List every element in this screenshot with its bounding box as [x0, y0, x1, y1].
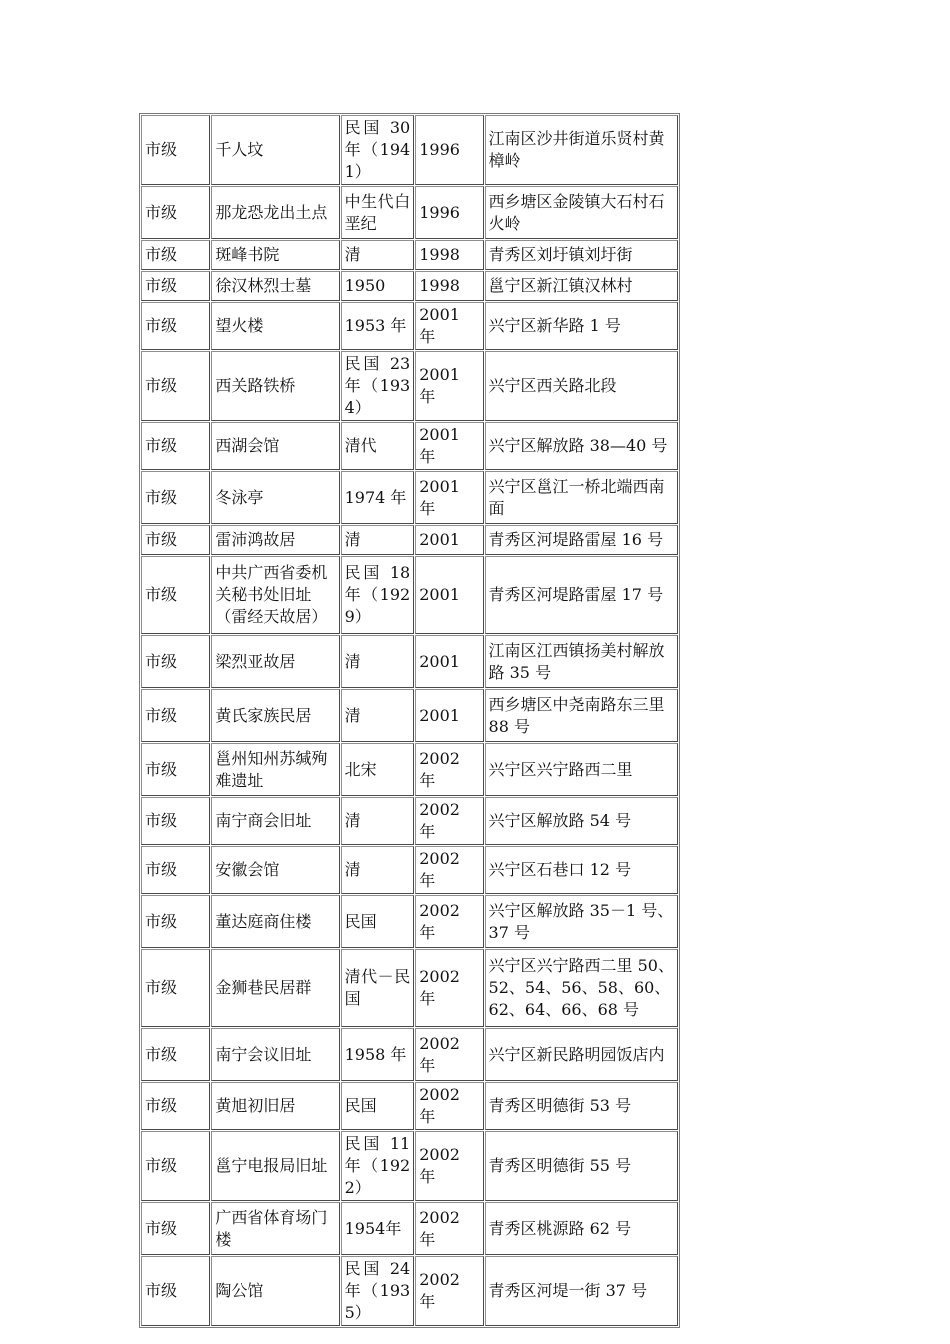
table-row: [141, 689, 678, 742]
site-name-cell: 徐汉林烈士墓: [211, 271, 339, 301]
listed-year-cell: 2002 年: [415, 1131, 483, 1201]
address-cell: 兴宁区解放路 38—40 号: [485, 422, 678, 470]
listed-year-cell: 2002 年: [415, 895, 483, 948]
table-row: [141, 895, 678, 948]
table-row: [141, 1131, 678, 1201]
address-cell: 青秀区明德街 55 号: [485, 1131, 678, 1201]
period-cell: 1950: [341, 271, 415, 301]
protection-level-cell: 市级: [141, 635, 210, 688]
protection-level-cell: 市级: [141, 115, 210, 185]
period-cell: 民国 30 年（1941）: [341, 115, 415, 185]
period-cell: 清: [341, 635, 415, 688]
listed-year-cell: 2001 年: [415, 471, 483, 524]
period-cell: 清代－民国: [341, 949, 415, 1027]
period-cell: 1958 年: [341, 1028, 415, 1081]
table-row: [141, 240, 678, 270]
address-cell: 西乡塘区金陵镇大石村石火岭: [485, 186, 678, 239]
table-row: [141, 471, 678, 524]
listed-year-cell: 2002 年: [415, 1028, 483, 1081]
table-row: [141, 1082, 678, 1130]
site-name-cell: 黄旭初旧居: [211, 1082, 339, 1130]
table-row: [141, 635, 678, 688]
period-cell: 清代: [341, 422, 415, 470]
protection-level-cell: 市级: [141, 797, 210, 845]
period-cell: 1953 年: [341, 302, 415, 350]
listed-year-cell: 2001 年: [415, 422, 483, 470]
table-row: [141, 302, 678, 350]
protection-level-cell: 市级: [141, 471, 210, 524]
address-cell: 兴宁区兴宁路西二里 50、52、54、56、58、60、62、64、66、68 号: [485, 949, 678, 1027]
listed-year-cell: 2001 年: [415, 302, 483, 350]
period-cell: 1974 年: [341, 471, 415, 524]
address-cell: 青秀区明德街 53 号: [485, 1082, 678, 1130]
protection-level-cell: 市级: [141, 1082, 210, 1130]
address-cell: 兴宁区解放路 35－1 号、37 号: [485, 895, 678, 948]
site-name-cell: 安徽会馆: [211, 846, 339, 894]
period-cell: 中生代白垩纪: [341, 186, 415, 239]
listed-year-cell: 2002 年: [415, 1256, 483, 1326]
site-name-cell: 南宁会议旧址: [211, 1028, 339, 1081]
table-row: [141, 797, 678, 845]
site-name-cell: 陶公馆: [211, 1256, 339, 1326]
address-cell: 青秀区桃源路 62 号: [485, 1202, 678, 1255]
address-cell: 青秀区河堤路雷屋 16 号: [485, 525, 678, 555]
table-row: [141, 743, 678, 796]
site-name-cell: 冬泳亭: [211, 471, 339, 524]
protection-level-cell: 市级: [141, 271, 210, 301]
period-cell: 民国: [341, 1082, 415, 1130]
table-row: [141, 1256, 678, 1326]
protection-level-cell: 市级: [141, 1202, 210, 1255]
period-cell: 1954年: [341, 1202, 415, 1255]
site-name-cell: 黄氏家族民居: [211, 689, 339, 742]
address-cell: 兴宁区西关路北段: [485, 351, 678, 421]
site-name-cell: 邕州知州苏缄殉难遗址: [211, 743, 339, 796]
listed-year-cell: 2002 年: [415, 1202, 483, 1255]
protection-level-cell: 市级: [141, 1028, 210, 1081]
protection-level-cell: 市级: [141, 302, 210, 350]
listed-year-cell: 2001: [415, 635, 483, 688]
address-cell: 西乡塘区中尧南路东三里 88 号: [485, 689, 678, 742]
protection-level-cell: 市级: [141, 186, 210, 239]
address-cell: 兴宁区石巷口 12 号: [485, 846, 678, 894]
protection-level-cell: 市级: [141, 895, 210, 948]
address-cell: 兴宁区解放路 54 号: [485, 797, 678, 845]
listed-year-cell: 2002 年: [415, 1082, 483, 1130]
address-cell: 兴宁区新华路 1 号: [485, 302, 678, 350]
table-row: [141, 1202, 678, 1255]
listed-year-cell: 2001: [415, 525, 483, 555]
listed-year-cell: 1998: [415, 240, 483, 270]
site-name-cell: 董达庭商住楼: [211, 895, 339, 948]
protection-level-cell: 市级: [141, 422, 210, 470]
table-row: [141, 846, 678, 894]
address-cell: 青秀区河堤一街 37 号: [485, 1256, 678, 1326]
address-cell: 江南区沙井街道乐贤村黄樟岭: [485, 115, 678, 185]
site-name-cell: 西关路铁桥: [211, 351, 339, 421]
protection-level-cell: 市级: [141, 240, 210, 270]
site-name-cell: 南宁商会旧址: [211, 797, 339, 845]
table-row: [141, 271, 678, 301]
table-row: [141, 525, 678, 555]
listed-year-cell: 2001: [415, 556, 483, 634]
protection-level-cell: 市级: [141, 1131, 210, 1201]
period-cell: 民国 23 年（1934）: [341, 351, 415, 421]
table-row: [141, 186, 678, 239]
period-cell: 民国: [341, 895, 415, 948]
address-cell: 青秀区河堤路雷屋 17 号: [485, 556, 678, 634]
protection-level-cell: 市级: [141, 846, 210, 894]
table-row: [141, 115, 678, 185]
listed-year-cell: 2001: [415, 689, 483, 742]
listed-year-cell: 1996: [415, 186, 483, 239]
address-cell: 邕宁区新江镇汉林村: [485, 271, 678, 301]
protection-level-cell: 市级: [141, 556, 210, 634]
listed-year-cell: 1996: [415, 115, 483, 185]
period-cell: 北宋: [341, 743, 415, 796]
protection-level-cell: 市级: [141, 689, 210, 742]
listed-year-cell: 2002 年: [415, 743, 483, 796]
site-name-cell: 广西省体育场门楼: [211, 1202, 339, 1255]
address-cell: 青秀区刘圩镇刘圩街: [485, 240, 678, 270]
table-row: [141, 1028, 678, 1081]
listed-year-cell: 2002 年: [415, 797, 483, 845]
site-name-cell: 望火楼: [211, 302, 339, 350]
address-cell: 江南区江西镇扬美村解放路 35 号: [485, 635, 678, 688]
heritage-sites-table: [139, 113, 680, 1328]
period-cell: 清: [341, 240, 415, 270]
address-cell: 兴宁区新民路明园饭店内: [485, 1028, 678, 1081]
table-row: [141, 422, 678, 470]
period-cell: 民国 24 年（1935）: [341, 1256, 415, 1326]
site-name-cell: 西湖会馆: [211, 422, 339, 470]
listed-year-cell: 2002 年: [415, 846, 483, 894]
site-name-cell: 邕宁电报局旧址: [211, 1131, 339, 1201]
period-cell: 民国 18 年（1929）: [341, 556, 415, 634]
site-name-cell: 斑峰书院: [211, 240, 339, 270]
period-cell: 民国 11 年（1922）: [341, 1131, 415, 1201]
protection-level-cell: 市级: [141, 351, 210, 421]
table-row: [141, 556, 678, 634]
table-row: [141, 351, 678, 421]
protection-level-cell: 市级: [141, 525, 210, 555]
period-cell: 清: [341, 689, 415, 742]
listed-year-cell: 2001 年: [415, 351, 483, 421]
address-cell: 兴宁区兴宁路西二里: [485, 743, 678, 796]
table-body: [141, 115, 678, 1326]
table-row: [141, 949, 678, 1027]
site-name-cell: 千人坟: [211, 115, 339, 185]
site-name-cell: 梁烈亚故居: [211, 635, 339, 688]
site-name-cell: 雷沛鸿故居: [211, 525, 339, 555]
listed-year-cell: 1998: [415, 271, 483, 301]
protection-level-cell: 市级: [141, 949, 210, 1027]
site-name-cell: 中共广西省委机关秘书处旧址（雷经天故居）: [211, 556, 339, 634]
period-cell: 清: [341, 846, 415, 894]
period-cell: 清: [341, 525, 415, 555]
site-name-cell: 那龙恐龙出土点: [211, 186, 339, 239]
protection-level-cell: 市级: [141, 743, 210, 796]
protection-level-cell: 市级: [141, 1256, 210, 1326]
listed-year-cell: 2002 年: [415, 949, 483, 1027]
period-cell: 清: [341, 797, 415, 845]
site-name-cell: 金狮巷民居群: [211, 949, 339, 1027]
address-cell: 兴宁区邕江一桥北端西南面: [485, 471, 678, 524]
